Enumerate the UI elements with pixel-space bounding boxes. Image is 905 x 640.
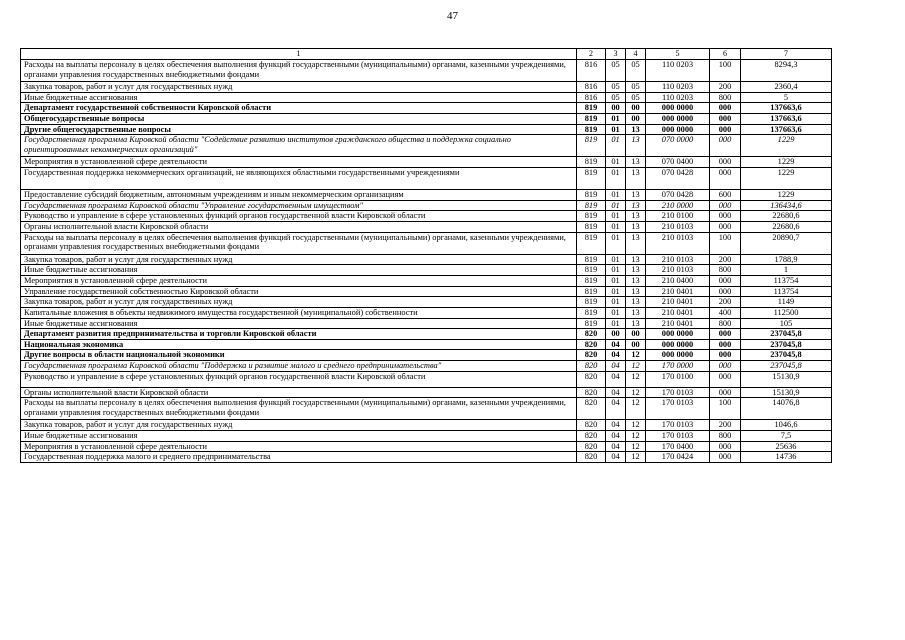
table-row [21,221,832,232]
row-subsection-code: 13 [626,167,646,189]
row-amount: 2360,4 [741,82,832,93]
row-amount: 1 [741,265,832,276]
row-amount: 15130,9 [741,371,832,387]
row-name-cell: Органы исполнительной власти Кировской области [21,221,577,232]
row-target-code: 170 0100 [646,371,710,387]
row-amount: 1149 [741,297,832,308]
row-subsection-code: 12 [626,398,646,420]
row-name-cell: Государственная поддержка некоммерческих организаций, не являющихся областными государственными учреждениями [21,167,577,189]
row-subsection-code: 13 [626,135,646,157]
row-target-code: 210 0000 [646,200,710,211]
row-section-code: 01 [606,124,626,135]
row-target-code: 170 0103 [646,420,710,431]
row-expense-type-code: 800 [710,265,741,276]
row-name-cell: Руководство и управление в сфере установленных функций органов государственной власти Кировской области [21,211,577,222]
row-target-code: 170 0000 [646,361,710,372]
row-target-code: 210 0103 [646,254,710,265]
row-section-code: 04 [606,350,626,361]
row-ministry-code: 819 [577,157,606,168]
table-row [21,361,832,372]
row-expense-type-code: 000 [710,339,741,350]
row-target-code: 210 0400 [646,275,710,286]
row-ministry-code: 820 [577,431,606,442]
row-expense-type-code: 000 [710,286,741,297]
row-target-code: 170 0400 [646,441,710,452]
table-row [21,398,832,420]
row-target-code: 210 0100 [646,211,710,222]
row-ministry-code: 820 [577,420,606,431]
row-target-code: 000 0000 [646,329,710,340]
row-name-cell: Государственная поддержка малого и среднего предпринимательства [21,452,577,463]
row-name-cell: Расходы на выплаты персоналу в целях обеспечения выполнения функций государственными (муниципальными) органами, казенными учреждениями, органами управления государственных внебюджетными фондами [21,232,577,254]
row-expense-type-code: 200 [710,297,741,308]
row-section-code: 01 [606,113,626,124]
row-ministry-code: 819 [577,211,606,222]
row-section-code: 04 [606,387,626,398]
row-expense-type-code: 600 [710,189,741,200]
row-target-code: 110 0203 [646,92,710,103]
row-name-cell: Мероприятия в установленной сфере деятельности [21,157,577,168]
row-expense-type-code: 200 [710,420,741,431]
row-target-code: 170 0103 [646,398,710,420]
row-section-code: 01 [606,286,626,297]
row-section-code: 05 [606,92,626,103]
row-target-code: 210 0401 [646,286,710,297]
row-section-code: 05 [606,60,626,82]
row-amount: 137663,6 [741,124,832,135]
row-ministry-code: 819 [577,318,606,329]
row-ministry-code: 819 [577,135,606,157]
row-section-code: 00 [606,103,626,114]
row-expense-type-code: 000 [710,113,741,124]
row-expense-type-code: 000 [710,329,741,340]
row-target-code: 070 0428 [646,167,710,189]
row-amount: 237045,8 [741,361,832,372]
table-row [21,275,832,286]
row-name-cell: Предоставление субсидий бюджетным, автономным учреждениям и иным некоммерческим организациям [21,189,577,200]
row-section-code: 01 [606,200,626,211]
row-subsection-code: 13 [626,275,646,286]
row-amount: 113754 [741,275,832,286]
row-target-code: 210 0103 [646,232,710,254]
row-section-code: 01 [606,189,626,200]
row-expense-type-code: 000 [710,124,741,135]
row-expense-type-code: 000 [710,157,741,168]
table-row [21,387,832,398]
header-row [21,49,832,60]
row-ministry-code: 820 [577,361,606,372]
row-ministry-code: 819 [577,103,606,114]
row-name-cell: Иные бюджетные ассигнования [21,92,577,103]
row-section-code: 04 [606,441,626,452]
row-expense-type-code: 800 [710,431,741,442]
table-row [21,124,832,135]
row-target-code: 110 0203 [646,60,710,82]
row-name-cell: Иные бюджетные ассигнования [21,431,577,442]
row-subsection-code: 13 [626,211,646,222]
row-subsection-code: 05 [626,82,646,93]
row-subsection-code: 12 [626,350,646,361]
row-subsection-code: 12 [626,361,646,372]
page-number: 47 [447,10,458,22]
row-ministry-code: 819 [577,307,606,318]
row-subsection-code: 12 [626,387,646,398]
row-target-code: 000 0000 [646,103,710,114]
row-subsection-code: 13 [626,318,646,329]
row-name-cell: Мероприятия в установленной сфере деятельности [21,275,577,286]
table-row [21,232,832,254]
row-subsection-code: 00 [626,339,646,350]
row-name-cell: Национальная экономика [21,339,577,350]
table-row [21,297,832,308]
row-name-cell: Иные бюджетные ассигнования [21,265,577,276]
table-row [21,254,832,265]
header-col-6: 6 [710,49,741,60]
row-expense-type-code: 100 [710,232,741,254]
row-section-code: 01 [606,265,626,276]
row-ministry-code: 820 [577,339,606,350]
row-ministry-code: 816 [577,82,606,93]
table-row [21,157,832,168]
row-name-cell: Мероприятия в установленной сфере деятельности [21,441,577,452]
row-amount: 22680,6 [741,221,832,232]
table-body [21,60,832,463]
row-section-code: 01 [606,221,626,232]
row-target-code: 000 0000 [646,124,710,135]
row-subsection-code: 13 [626,286,646,297]
table-row [21,200,832,211]
table-row [21,318,832,329]
header-col-1: 1 [21,49,577,60]
table-header [21,49,832,60]
row-ministry-code: 819 [577,232,606,254]
header-col-3: 3 [606,49,626,60]
row-section-code: 01 [606,167,626,189]
row-expense-type-code: 000 [710,452,741,463]
row-subsection-code: 13 [626,157,646,168]
table-row [21,265,832,276]
row-section-code: 04 [606,361,626,372]
row-amount: 237045,8 [741,350,832,361]
row-target-code: 210 0401 [646,318,710,329]
row-expense-type-code: 000 [710,211,741,222]
row-name-cell: Расходы на выплаты персоналу в целях обеспечения выполнения функций государственными (муниципальными) органами, казенными учреждениями, органами управления государственных внебюджетными фондами [21,60,577,82]
row-target-code: 110 0203 [646,82,710,93]
row-target-code: 210 0103 [646,265,710,276]
row-section-code: 05 [606,82,626,93]
row-section-code: 04 [606,398,626,420]
row-amount: 237045,8 [741,329,832,340]
table-row [21,167,832,189]
header-col-4: 4 [626,49,646,60]
row-subsection-code: 13 [626,297,646,308]
row-section-code: 04 [606,452,626,463]
row-name-cell: Закупка товаров, работ и услуг для государственных нужд [21,420,577,431]
row-subsection-code: 13 [626,254,646,265]
row-amount: 1229 [741,189,832,200]
row-name-cell: Капитальные вложения в объекты недвижимого имущества государственной (муниципальной) собственности [21,307,577,318]
row-ministry-code: 820 [577,452,606,463]
row-subsection-code: 12 [626,431,646,442]
row-subsection-code: 12 [626,452,646,463]
row-ministry-code: 819 [577,275,606,286]
row-amount: 15130,9 [741,387,832,398]
row-amount: 105 [741,318,832,329]
row-target-code: 210 0401 [646,307,710,318]
table-row [21,420,832,431]
row-name-cell: Управление государственной собственностью Кировской области [21,286,577,297]
row-amount: 1229 [741,135,832,157]
row-ministry-code: 819 [577,189,606,200]
row-ministry-code: 819 [577,254,606,265]
row-expense-type-code: 100 [710,398,741,420]
row-expense-type-code: 000 [710,387,741,398]
row-amount: 14736 [741,452,832,463]
row-section-code: 01 [606,297,626,308]
row-section-code: 01 [606,157,626,168]
table-row [21,286,832,297]
row-ministry-code: 819 [577,167,606,189]
row-section-code: 04 [606,371,626,387]
row-ministry-code: 820 [577,350,606,361]
row-expense-type-code: 000 [710,103,741,114]
table-row [21,307,832,318]
row-expense-type-code: 000 [710,167,741,189]
row-target-code: 170 0424 [646,452,710,463]
row-section-code: 01 [606,211,626,222]
table-row [21,441,832,452]
row-amount: 1229 [741,167,832,189]
row-target-code: 070 0428 [646,189,710,200]
row-name-cell: Закупка товаров, работ и услуг для государственных нужд [21,254,577,265]
table-row [21,350,832,361]
row-name-cell: Департамент развития предпринимательства и торговли Кировской области [21,329,577,340]
row-ministry-code: 820 [577,371,606,387]
row-expense-type-code: 000 [710,200,741,211]
table-row [21,92,832,103]
row-subsection-code: 12 [626,371,646,387]
table-row [21,329,832,340]
row-subsection-code: 13 [626,200,646,211]
row-section-code: 04 [606,420,626,431]
row-expense-type-code: 400 [710,307,741,318]
row-name-cell: Руководство и управление в сфере установленных функций органов государственной власти Кировской области [21,371,577,387]
row-name-cell: Закупка товаров, работ и услуг для государственных нужд [21,297,577,308]
table-row [21,211,832,222]
row-amount: 1046,6 [741,420,832,431]
row-amount: 25636 [741,441,832,452]
row-expense-type-code: 000 [710,221,741,232]
row-amount: 22680,6 [741,211,832,222]
row-expense-type-code: 100 [710,60,741,82]
row-name-cell: Общегосударственные вопросы [21,113,577,124]
table-row [21,82,832,93]
row-name-cell: Департамент государственной собственности Кировской области [21,103,577,114]
row-name-cell: Иные бюджетные ассигнования [21,318,577,329]
table-row [21,189,832,200]
row-target-code: 170 0103 [646,387,710,398]
row-subsection-code: 13 [626,124,646,135]
table-row [21,452,832,463]
row-amount: 113754 [741,286,832,297]
row-subsection-code: 13 [626,189,646,200]
table-row [21,339,832,350]
row-ministry-code: 820 [577,387,606,398]
table-row [21,371,832,387]
row-expense-type-code: 000 [710,441,741,452]
row-ministry-code: 819 [577,221,606,232]
row-amount: 5 [741,92,832,103]
row-ministry-code: 819 [577,286,606,297]
row-amount: 112500 [741,307,832,318]
row-amount: 1788,9 [741,254,832,265]
table-row [21,103,832,114]
row-ministry-code: 819 [577,113,606,124]
row-section-code: 01 [606,275,626,286]
header-col-2: 2 [577,49,606,60]
row-expense-type-code: 200 [710,82,741,93]
row-subsection-code: 05 [626,92,646,103]
row-section-code: 01 [606,232,626,254]
row-subsection-code: 00 [626,113,646,124]
row-subsection-code: 13 [626,232,646,254]
table-row [21,431,832,442]
row-section-code: 01 [606,318,626,329]
row-amount: 7,5 [741,431,832,442]
row-subsection-code: 13 [626,265,646,276]
row-target-code: 000 0000 [646,339,710,350]
header-col-7: 7 [741,49,832,60]
row-expense-type-code: 000 [710,135,741,157]
row-amount: 14076,8 [741,398,832,420]
row-ministry-code: 820 [577,441,606,452]
row-ministry-code: 819 [577,297,606,308]
row-name-cell: Расходы на выплаты персоналу в целях обеспечения выполнения функций государственными (муниципальными) органами, казенными учреждениями, органами управления государственных внебюджетными фондами [21,398,577,420]
row-name-cell: Государственная программа Кировской области "Поддержка и развитие малого и среднего предпринимательства" [21,361,577,372]
row-expense-type-code: 800 [710,318,741,329]
row-ministry-code: 819 [577,265,606,276]
row-target-code: 070 0000 [646,135,710,157]
row-target-code: 210 0103 [646,221,710,232]
row-ministry-code: 816 [577,60,606,82]
row-expense-type-code: 000 [710,371,741,387]
row-subsection-code: 12 [626,441,646,452]
row-ministry-code: 820 [577,329,606,340]
row-name-cell: Органы исполнительной власти Кировской области [21,387,577,398]
row-target-code: 000 0000 [646,350,710,361]
row-name-cell: Государственная программа Кировской области "Управление государственным имуществом" [21,200,577,211]
row-amount: 1229 [741,157,832,168]
budget-table [20,48,832,463]
row-expense-type-code: 800 [710,92,741,103]
row-target-code: 210 0401 [646,297,710,308]
row-amount: 237045,8 [741,339,832,350]
row-subsection-code: 12 [626,420,646,431]
row-amount: 137663,6 [741,103,832,114]
row-expense-type-code: 000 [710,361,741,372]
row-ministry-code: 819 [577,200,606,211]
row-target-code: 000 0000 [646,113,710,124]
row-subsection-code: 13 [626,221,646,232]
row-target-code: 070 0400 [646,157,710,168]
row-ministry-code: 819 [577,124,606,135]
row-section-code: 04 [606,431,626,442]
row-name-cell: Другие вопросы в области национальной экономики [21,350,577,361]
row-name-cell: Закупка товаров, работ и услуг для государственных нужд [21,82,577,93]
row-expense-type-code: 200 [710,254,741,265]
row-amount: 136434,6 [741,200,832,211]
row-amount: 20890,7 [741,232,832,254]
row-name-cell: Государственная программа Кировской области "Содействие развитию институтов гражданского общества и поддержка социально ориентированных некоммерческих организаций" [21,135,577,157]
table-row [21,113,832,124]
row-ministry-code: 820 [577,398,606,420]
header-col-5: 5 [646,49,710,60]
table-row [21,135,832,157]
row-ministry-code: 816 [577,92,606,103]
table-row [21,60,832,82]
row-target-code: 170 0103 [646,431,710,442]
row-section-code: 00 [606,329,626,340]
row-amount: 137663,6 [741,113,832,124]
row-amount: 8294,3 [741,60,832,82]
row-subsection-code: 00 [626,329,646,340]
row-expense-type-code: 000 [710,275,741,286]
row-section-code: 01 [606,254,626,265]
row-section-code: 04 [606,339,626,350]
row-section-code: 01 [606,135,626,157]
row-expense-type-code: 000 [710,350,741,361]
row-subsection-code: 05 [626,60,646,82]
row-name-cell: Другие общегосударственные вопросы [21,124,577,135]
row-section-code: 01 [606,307,626,318]
row-subsection-code: 13 [626,307,646,318]
row-subsection-code: 00 [626,103,646,114]
